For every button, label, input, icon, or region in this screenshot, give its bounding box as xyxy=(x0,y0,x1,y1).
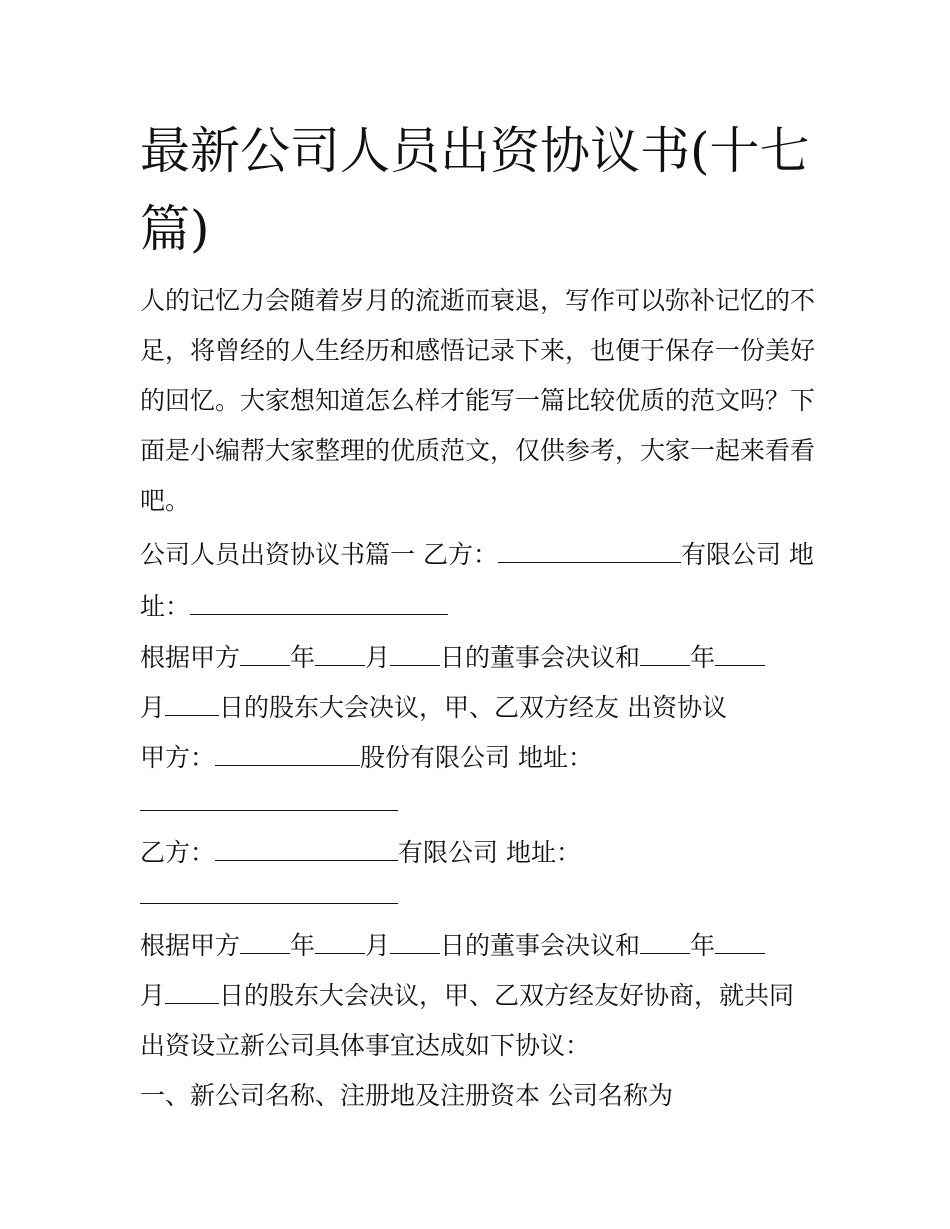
day-blank xyxy=(390,931,440,954)
clause-one-heading: 一、新公司名称、注册地及注册资本 公司名称为 xyxy=(140,1081,673,1110)
party-a-label: 甲方： xyxy=(140,743,216,772)
party-b-name-blank xyxy=(498,540,681,563)
resolution-line1 xyxy=(140,643,765,673)
year-blank xyxy=(240,931,290,954)
year-blank xyxy=(640,643,690,666)
section1-company-text: 有限公司 地 xyxy=(680,540,814,569)
party-a-address-blank xyxy=(140,810,398,811)
year-label: 年 xyxy=(690,643,716,672)
intro-line: 吧。 xyxy=(140,486,191,515)
month-blank xyxy=(715,931,765,954)
agreement-intro-line: 出资设立新公司具体事宜达成如下协议： xyxy=(140,1031,591,1060)
year-blank xyxy=(240,643,290,666)
year-blank xyxy=(640,931,690,954)
resolution-line3 xyxy=(140,931,765,961)
party-b-label: 乙方： xyxy=(140,838,216,867)
resolution-line4 xyxy=(140,981,794,1011)
resolution-text: 根据甲方 xyxy=(140,643,241,672)
party-b-company-text: 有限公司 地址： xyxy=(398,838,581,867)
resolution-line2 xyxy=(140,693,727,723)
party-b-line xyxy=(140,838,581,868)
party-a-company-text: 股份有限公司 地址： xyxy=(360,743,593,772)
intro-line: 人的记忆力会随着岁月的流逝而衰退，写作可以弥补记忆的不 xyxy=(140,286,816,315)
resolution-text: 日的董事会决议和 xyxy=(440,931,641,960)
section1-heading-text: 公司人员出资协议书篇一 乙方： xyxy=(140,540,498,569)
address-blank xyxy=(190,592,448,615)
resolution-text: 日的股东大会决议，甲、乙双方经友 出资协议 xyxy=(219,693,727,722)
document-title: 最新公司人员出资协议书(十七篇) xyxy=(140,122,810,258)
day-blank xyxy=(165,693,219,716)
month-blank xyxy=(315,931,365,954)
year-label: 年 xyxy=(690,931,716,960)
address-label: 址： xyxy=(140,592,191,621)
month-blank xyxy=(715,643,765,666)
year-label: 年 xyxy=(290,643,316,672)
month-blank xyxy=(315,643,365,666)
intro-line: 足，将曾经的人生经历和感悟记录下来，也便于保存一份美好 xyxy=(140,336,816,365)
month-label: 月 xyxy=(365,931,391,960)
month-label: 月 xyxy=(140,693,166,722)
intro-line: 面是小编帮大家整理的优质范文，仅供参考，大家一起来看看 xyxy=(140,436,816,465)
party-b-address-blank xyxy=(140,903,398,904)
party-b-name-blank xyxy=(215,838,398,861)
day-blank xyxy=(390,643,440,666)
party-a-name-blank xyxy=(215,743,360,766)
month-label: 月 xyxy=(140,981,166,1010)
section1-line1 xyxy=(140,540,814,570)
resolution-text: 根据甲方 xyxy=(140,931,241,960)
intro-line: 的回忆。大家想知道怎么样才能写一篇比较优质的范文吗？下 xyxy=(140,386,816,415)
day-blank xyxy=(165,981,219,1004)
year-label: 年 xyxy=(290,931,316,960)
resolution-text: 日的股东大会决议，甲、乙双方经友好协商，就共同 xyxy=(219,981,795,1010)
month-label: 月 xyxy=(365,643,391,672)
resolution-text: 日的董事会决议和 xyxy=(440,643,641,672)
section1-line2 xyxy=(140,592,448,622)
party-a-line xyxy=(140,743,593,773)
